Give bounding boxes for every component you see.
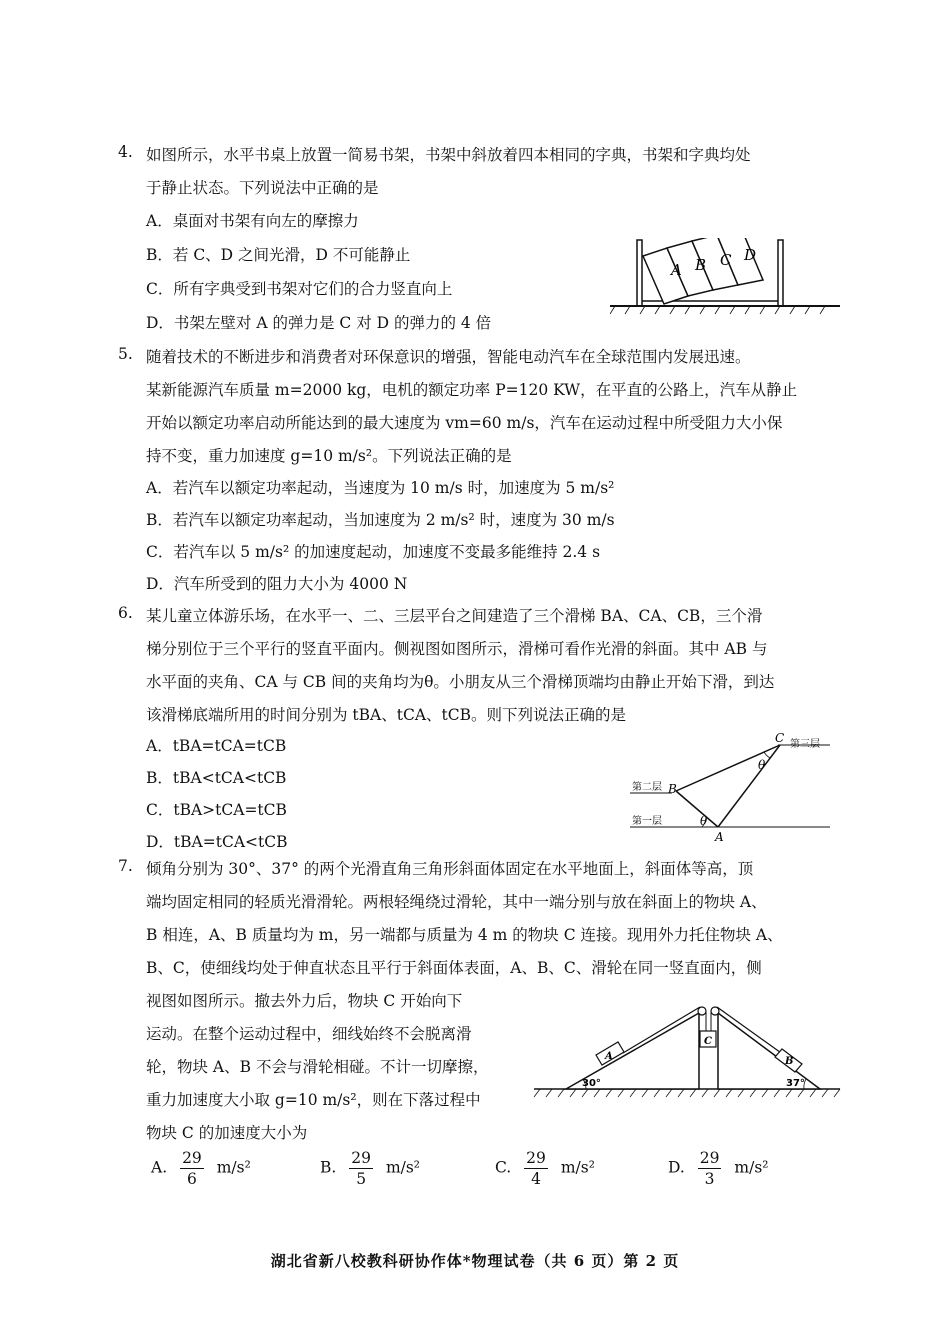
- question-text: 持不变，重力加速度 g=10 m/s²。下列说法正确的是: [146, 447, 512, 465]
- floor-1-label: 第一层: [632, 816, 662, 827]
- question-text: 视图如图所示。撤去外力后，物块 C 开始向下: [146, 992, 463, 1010]
- option-d: D．书架左壁对 A 的弹力是 C 对 D 的弹力的 4 倍: [146, 314, 492, 332]
- question-number: 6.: [118, 604, 133, 622]
- fraction-numerator: 29: [182, 1149, 202, 1167]
- question-text: 重力加速度大小取 g=10 m/s²，则在下落过程中: [146, 1091, 481, 1109]
- option-d: D．汽车所受到的阻力大小为 4000 N: [146, 575, 408, 593]
- block-a-label: A: [605, 1051, 613, 1062]
- question-text: B、C，使细线均处于伸直状态且平行于斜面体表面，A、B、C、滑轮在同一竖直面内，侧: [146, 959, 762, 977]
- point-b-label: B: [668, 782, 677, 796]
- option-c: C．tBA>tCA=tCB: [146, 801, 287, 819]
- unit: m/s²: [734, 1158, 769, 1177]
- option-a: A．桌面对书架有向左的摩擦力: [146, 212, 359, 230]
- question-number: 7.: [118, 857, 133, 875]
- slide-figure: [630, 733, 840, 848]
- book-label-a: A: [671, 261, 682, 279]
- theta-label-2: θ: [758, 758, 766, 772]
- question-text: 运动。在整个运动过程中，细线始终不会脱离滑: [146, 1025, 472, 1043]
- option-letter: D.: [668, 1158, 685, 1177]
- question-text: 如图所示，水平书桌上放置一简易书架，书架中斜放着四本相同的字典，书架和字典均处: [146, 146, 751, 164]
- question-text: 端均固定相同的轻质光滑滑轮。两根轻绳绕过滑轮，其中一端分别与放在斜面上的物块 A、: [146, 893, 767, 911]
- question-text: 水平面的夹角、CA 与 CB 间的夹角均为θ。小朋友从三个滑梯顶端均由静止开始下滑，到达: [146, 673, 775, 691]
- question-text: B 相连，A、B 质量均为 m，另一端都与质量为 4 m 的物块 C 连接。现用外力托住物块 A、: [146, 926, 783, 944]
- floor-2-label: 第二层: [632, 782, 662, 793]
- option-c: C．所有字典受到书架对它们的合力竖直向上: [146, 280, 453, 298]
- floor-3-label: 第三层: [790, 739, 820, 750]
- question-text: 轮，物块 A、B 不会与滑轮相碰。不计一切摩擦，: [146, 1058, 489, 1076]
- question-number: 5.: [118, 345, 133, 363]
- block-b-label: B: [785, 1056, 794, 1067]
- point-c-label: C: [775, 733, 785, 745]
- book-label-d: D: [744, 246, 757, 264]
- question-text: 随着技术的不断进步和消费者对环保意识的增强，智能电动汽车在全球范围内发展迅速。: [146, 348, 751, 366]
- fraction: [180, 1148, 204, 1189]
- q7-option-c: [495, 1148, 595, 1189]
- fraction: [349, 1148, 373, 1189]
- unit: m/s²: [560, 1158, 595, 1177]
- fraction: [698, 1148, 722, 1189]
- theta-label-1: θ: [700, 814, 708, 828]
- angle-30-label: 30°: [582, 1078, 601, 1089]
- block-c-label: C: [704, 1036, 712, 1047]
- angle-37-label: 37°: [786, 1078, 805, 1089]
- option-d: D．tBA=tCA<tCB: [146, 833, 288, 851]
- question-text: 开始以额定功率启动所能达到的最大速度为 vm=60 m/s，汽车在运动过程中所受阻力大小保: [146, 414, 783, 432]
- book-label-c: C: [720, 251, 732, 269]
- question-text: 于静止状态。下列说法中正确的是: [146, 179, 379, 197]
- bookshelf-figure: [610, 238, 840, 318]
- fraction-numerator: 29: [699, 1149, 720, 1167]
- fraction-numerator: 29: [351, 1149, 371, 1167]
- option-c: C．若汽车以 5 m/s² 的加速度起动，加速度不变最多能维持 2.4 s: [146, 543, 601, 561]
- incline-pulley-figure: [532, 993, 842, 1105]
- fraction-denominator: 4: [531, 1170, 541, 1188]
- question-text: 倾角分别为 30°、37° 的两个光滑直角三角形斜面体固定在水平地面上，斜面体等高，顶: [146, 860, 754, 878]
- option-letter: B.: [320, 1158, 337, 1177]
- question-number: 4.: [118, 143, 133, 161]
- question-text: 梯分别位于三个平行的竖直平面内。侧视图如图所示，滑梯可看作光滑的斜面。其中 AB 与: [146, 640, 768, 658]
- option-letter: C.: [495, 1158, 512, 1177]
- q7-option-d: [668, 1148, 769, 1189]
- fraction: [524, 1148, 548, 1189]
- question-text: 该滑梯底端所用的时间分别为 tBA、tCA、tCB。则下列说法正确的是: [146, 706, 627, 724]
- option-b: B．若 C、D 之间光滑，D 不可能静止: [146, 246, 411, 264]
- book-label-b: B: [695, 256, 707, 274]
- option-b: B．若汽车以额定功率起动，当加速度为 2 m/s² 时，速度为 30 m/s: [146, 511, 615, 529]
- option-a: A．tBA=tCA=tCB: [146, 737, 287, 755]
- option-a: A．若汽车以额定功率起动，当速度为 10 m/s 时，加速度为 5 m/s²: [146, 479, 615, 497]
- option-letter: A.: [151, 1158, 168, 1177]
- unit: m/s²: [216, 1158, 251, 1177]
- point-a-label: A: [715, 830, 724, 844]
- page-footer: 湖北省新八校教科研协作体*物理试卷（共 6 页）第 2 页: [270, 1252, 680, 1270]
- fraction-denominator: 3: [704, 1170, 715, 1188]
- question-text: 某新能源汽车质量 m=2000 kg，电机的额定功率 P=120 KW，在平直的公路上，汽车从静止: [146, 381, 798, 399]
- fraction-denominator: 5: [356, 1170, 367, 1188]
- question-text: 物块 C 的加速度大小为: [146, 1124, 308, 1142]
- q7-option-b: [320, 1148, 420, 1189]
- fraction-denominator: 6: [186, 1170, 197, 1188]
- fraction-numerator: 29: [526, 1149, 546, 1167]
- q7-option-a: [151, 1148, 251, 1189]
- unit: m/s²: [385, 1158, 421, 1177]
- question-text: 某儿童立体游乐场，在水平一、二、三层平台之间建造了三个滑梯 BA、CA、CB，三个滑: [146, 607, 763, 625]
- option-b: B．tBA<tCA<tCB: [146, 769, 287, 787]
